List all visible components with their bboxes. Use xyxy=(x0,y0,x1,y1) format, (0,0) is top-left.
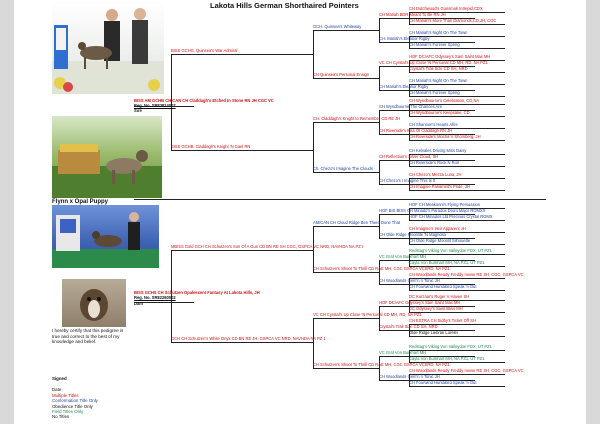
sire-reg: Reg. No. SR83814007 xyxy=(134,103,176,108)
connector xyxy=(409,244,505,245)
sire-mf: CH. Claddagh's Knight to Remember CD RE JH xyxy=(313,116,401,121)
dam-fmmm: CH Fourwind Huntabird Speak 'n Out xyxy=(409,284,477,289)
connector xyxy=(171,150,313,151)
connector xyxy=(409,312,505,313)
certification-statement: I hereby certify that this pedigree is true and correct to the best of my knowledge and belief. xyxy=(52,328,124,345)
connector xyxy=(313,272,379,273)
connector xyxy=(313,226,379,227)
dam-ffmm: CH Olde Ridge Moonlit Silhouette xyxy=(409,238,471,243)
sire-fmm: CH Mariah's Eleanor Rigby xyxy=(379,84,429,89)
dam-mm: CH Schutzen's Shoot To Thrill CD RAE MH, CGC GSPCA VCSRD, NA PZ1 xyxy=(313,362,450,367)
connector xyxy=(313,122,314,172)
sire-mmfm: CH Riverside's Rock N Roll xyxy=(409,160,459,165)
dam-fmfm: Cayla Von Burkhart MH, NA PZ1, UT PZ1 xyxy=(409,260,485,265)
sire-mmm: CH Chezo's I Imagine This Is It xyxy=(379,178,436,183)
title-color-legend xyxy=(52,376,98,420)
connector xyxy=(409,72,505,73)
connector xyxy=(409,96,505,97)
connector xyxy=(313,30,314,78)
sire-fff: CH Mariah BDR Meant To Be RN JH xyxy=(379,12,446,17)
legend-multiple-titles: Multiple Titles xyxy=(52,392,79,398)
dam-mmm: CH Woodlands Gem'n n Tonic JH xyxy=(379,374,440,379)
sire-name: BISS AM GCHB CH CAN CH Claddagh's Etched In Stone RN JH CGC VC xyxy=(134,98,274,103)
sire-mmmm: CH Imagine Panamint's Pride, JH xyxy=(409,184,470,189)
sire-fmmf: CH Mariah's Night On The Town xyxy=(409,78,468,83)
sire-mfmf: CH Shannon's Hearts Afire xyxy=(409,122,458,127)
dam-mffm: DC Odyssey's Saint Bliss MH xyxy=(409,306,463,311)
connector xyxy=(409,336,505,337)
connector xyxy=(409,24,505,25)
dam-father: MBISS Gold GCH CH Schutzen's Son Of A Gun CD BN RE SH CGC, GSPCA VC NRD, NAVHDA NA PZ I xyxy=(171,244,364,249)
dam-fm: CH Schutzen's Shoot To Thrill CD RAE MH, CGC GSPCA VCSRD, NA PZ1 xyxy=(313,266,450,271)
connector xyxy=(171,342,313,343)
sire-role: Sire xyxy=(134,108,142,113)
dam-portrait-photo-illustration xyxy=(62,279,126,327)
sire-show-photo xyxy=(52,1,164,94)
dam-mother: GCH CH Schutzen's White Onyx CD BN RE JH, GSPCA VC NRD, NAVHDA NA PZ 1 xyxy=(171,336,326,341)
sire-mmf: CH Reflection's Silver Cloud, SH xyxy=(379,154,439,159)
legend-conformation: Conformation Title Only xyxy=(52,398,98,404)
sire-father: BISS GCHG. Quinsea's War Admiral xyxy=(171,48,238,53)
dam-ffm: CH Olde Ridge Moonlite 'N Magnolia xyxy=(379,232,446,237)
dam-mmf: VC Graf Von Burkhart MH xyxy=(379,350,427,355)
dam-fmff: Redstag's Viking Von Valleydoe FDX, UT PZ1 xyxy=(409,248,492,253)
connector xyxy=(409,48,505,49)
connector xyxy=(313,122,379,123)
legend-obedience: Obedience Title Only xyxy=(52,403,93,409)
litter-title: Flynn x Opal Puppy xyxy=(52,199,109,205)
dam-show-photo xyxy=(52,205,159,268)
dam-fmm: CH Woodlands Gem'n n Tonic JH xyxy=(379,278,440,283)
connector xyxy=(313,172,379,173)
dam-mfmf: CH ESTRA CH Sidby's Ticket Off SH xyxy=(409,318,476,323)
connector xyxy=(409,386,505,387)
dam-role: Dam xyxy=(134,301,143,306)
sire-fmff: HOF DC/AFC Odyssey's Sam Saint Max MH xyxy=(409,54,491,59)
connector xyxy=(409,166,505,167)
sire-ffff: CH Dutchwood's Gunsmok Intrepid,CDX xyxy=(409,6,483,11)
connector xyxy=(409,190,505,191)
dam-mmmf: CH Woodlands Ready Freddy novse RE SH, CGC, GSPCA VC xyxy=(409,368,524,373)
sire-mother: BISS GCHB. Claddagh's Knight 'N Gael RN xyxy=(171,144,251,149)
sire-fmf: VC CH Cyrstal's Up Close 'N Personal CD MH, RD, NA PZ1 xyxy=(379,60,488,65)
sire-field-photo xyxy=(52,116,162,198)
connector xyxy=(171,250,313,251)
connector xyxy=(171,54,313,55)
sire-fm: CH Quinsea's Personal Ensign xyxy=(313,72,370,77)
kennel-title: Lakota Hills German Shorthaired Pointers xyxy=(210,1,359,10)
sire-mfff: CH Wyndbourne's Celebration, CD,NA xyxy=(409,98,480,103)
sire-fmfm: Crystal's Trail Size CD SH, NRD xyxy=(409,66,468,71)
dam-mfmm: Olde Ridge Liebran Lorelei xyxy=(409,330,458,335)
dam-show-photo-illustration xyxy=(52,205,159,268)
pedigree-page xyxy=(14,0,586,424)
dam-fmmf: CH Woodlands Ready Freddy novse RE SH, CGC, GSPCA VC xyxy=(409,272,524,277)
connector xyxy=(313,78,379,79)
sire-fmmm: CH Mariah's Forever Spring xyxy=(409,90,460,95)
connector xyxy=(409,290,505,291)
dam-ffmf: CH Imagine's Heir Apparent JH xyxy=(409,226,466,231)
dam-mfm: Crystal's Trail Size CD SH, NRD xyxy=(379,324,438,329)
dam-portrait-photo xyxy=(62,279,126,327)
connector xyxy=(313,30,379,31)
sire-mffm: CH Wyndbourne's Keepsake, CD xyxy=(409,110,470,115)
date-label: Date xyxy=(52,387,62,393)
dam-fff: HOF BIS BISS CH Minado's Paradox Drum Major ROMXX xyxy=(379,208,486,213)
sire-ffmf: CH Mariah's Night On The Town xyxy=(409,30,468,35)
dam-ff: AM/CAN CH Cloud Ridge Ben There Done That xyxy=(313,220,400,225)
dam-mfff: DC Kurzaar's Ruger V Haven SH xyxy=(409,294,470,299)
sire-ffmm: CH Mariah's Forever Spring xyxy=(409,42,460,47)
sire-mmmf: CH Chezo's Mezza Luna, JH xyxy=(409,172,462,177)
connector xyxy=(313,318,314,368)
connector xyxy=(313,368,379,369)
dam-mmff: Redstag's Viking Von Valleydoe FDX, UT PZ1 xyxy=(409,344,492,349)
legend-field: Field Titles Only xyxy=(52,409,84,415)
dam-mmfm: Cayla Von Burkhart MH, NA PZ1, UT PZ1 xyxy=(409,356,485,361)
section-divider xyxy=(134,199,546,200)
dam-name: BISS GCHS CH Schutzen Opalescent Fantasy At Lakota Hills, JH xyxy=(134,290,260,295)
dam-reg: Reg. No. SR82260002 xyxy=(134,295,176,300)
sire-fffm: CH Mariah's More Than Diamonds,CD,JH, CGC xyxy=(409,18,497,23)
sire-mfmm: CH Riverside's Mocha V Shomberg, JH xyxy=(409,134,481,139)
legend-no-titles: No Titles xyxy=(52,414,70,420)
dam-mmmm: CH Fourwind Huntabird Speak 'n Out xyxy=(409,380,477,385)
dam-ffff: HOF CH Meakonni's Flying Persuasion xyxy=(409,202,481,207)
dam-fffm: HOF CH Minados Ltd Precious Crystal ROMX xyxy=(409,214,493,219)
dam-mf: VC CH Cyrstal's Up Close 'N Personal CD MH, RD, NA PZ1 xyxy=(313,312,422,317)
sire-field-photo-illustration xyxy=(52,116,162,198)
sire-show-photo-illustration xyxy=(52,1,164,94)
connector xyxy=(134,302,194,303)
sire-mfm: CH Riverside's Kiss Of Claddagh RN JH xyxy=(379,128,453,133)
dam-fmf: VC Graf Von Burkhart MH xyxy=(379,254,427,259)
sire-ffm: CH. Mariah's Eleanor Rigby xyxy=(379,36,430,41)
connector xyxy=(409,140,505,141)
connector xyxy=(313,318,379,319)
signature-label: Signed xyxy=(52,376,67,381)
sire-mff: CH Wyndbourne The Chances Are xyxy=(379,104,442,109)
sire-mm: Ch. Chezo's Imagine The Clouds xyxy=(313,166,373,171)
dam-mff: HOF DC/AFC Odyssey's Sam Saint Max MH xyxy=(379,300,461,305)
sire-ff: GCH. Quinsea's Whiteway xyxy=(313,24,362,29)
sire-mmff: CH Kelvales Driving Miss Daisy xyxy=(409,148,467,153)
connector xyxy=(409,220,505,221)
connector xyxy=(409,116,505,117)
